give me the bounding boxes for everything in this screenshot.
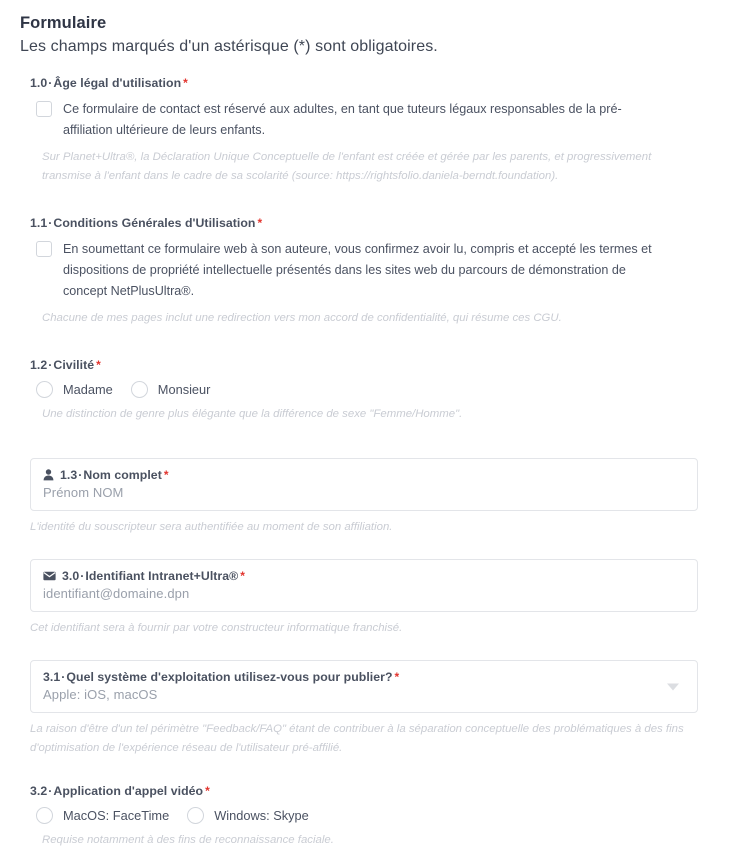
field-3-1 <box>18 660 715 758</box>
helper-text-3-0: Cet identifiant sera à fournir par votre constructeur informatique franchisé. <box>30 622 403 634</box>
person-icon <box>43 469 54 481</box>
required-asterisk: * <box>163 468 169 482</box>
radio-group-video-app <box>30 807 715 824</box>
radio-skype[interactable] <box>187 807 204 824</box>
spacer <box>18 638 715 660</box>
identifiant-input[interactable]: identifiant@domaine.dpn <box>43 586 190 601</box>
helper-text-1-2: Une distinction de genre plus élégante que la différence de sexe "Femme/Homme". <box>42 408 463 420</box>
checkbox-label-1-0[interactable]: Ce formulaire de contact est réservé aux adultes, en tant que tuteurs légaux responsables de la pré-affiliation ultérieure de leurs enfants. <box>63 102 622 137</box>
field-label-3-2 <box>30 784 715 798</box>
checkbox-1-1[interactable] <box>36 241 52 257</box>
helper-text-1-1: Chacune de mes pages inclut une redirection vers mon accord de confidentialité, qui résume ces CGU. <box>42 312 562 324</box>
chevron-down-icon[interactable] <box>667 683 679 690</box>
field-number: 1.2 <box>30 358 48 372</box>
select-box-os[interactable] <box>30 660 698 713</box>
radio-madame[interactable] <box>36 381 53 398</box>
field-label-1-3 <box>43 468 685 482</box>
helper-text-3-1: La raison d'être d'un tel périmètre "Feedback/FAQ" étant de contribuer à la séparation conceptuelle des problématiques à des fins d'optimisation de l'expérience réseau de l'utilisateur pré-affilié. <box>30 723 684 754</box>
label-separator: · <box>78 468 83 482</box>
field-label-3-1 <box>43 670 685 684</box>
field-1-2 <box>18 358 715 424</box>
checkbox-label-1-1[interactable]: En soumettant ce formulaire web à son auteure, vous confirmez avoir lu, compris et accepté les termes et dispositions de propriété intellectuelle présentés dans les sites web du parcours de démonstration de concept NetPlusUltra®. <box>63 242 652 298</box>
field-label-text: Conditions Générales d'Utilisation <box>53 216 256 230</box>
field-label-1-1 <box>30 216 715 230</box>
select-value-os[interactable]: Apple: iOS, macOS <box>43 687 158 702</box>
field-1-3 <box>18 458 715 537</box>
field-label-text: Identifiant Intranet+Ultra® <box>85 569 239 583</box>
checkbox-row-1-0[interactable] <box>30 99 715 141</box>
radio-option-madame[interactable] <box>36 381 113 398</box>
field-label-text: Civilité <box>53 358 95 372</box>
spacer <box>18 194 715 216</box>
nom-complet-input[interactable]: Prénom NOM <box>43 485 124 500</box>
page-subtitle: Les champs marqués d'un astérisque (*) sont obligatoires. <box>20 38 438 55</box>
radio-facetime[interactable] <box>36 807 53 824</box>
required-asterisk: * <box>96 358 101 372</box>
field-label-text: Quel système d'exploitation utilisez-vous pour publier? <box>66 670 393 684</box>
field-number: 1.3 <box>60 468 78 482</box>
checkbox-1-0[interactable] <box>36 101 52 117</box>
field-number: 1.1 <box>30 216 48 230</box>
field-1-0 <box>18 76 715 186</box>
required-asterisk: * <box>205 784 210 798</box>
radio-label-monsieur[interactable]: Monsieur <box>157 382 211 397</box>
spacer <box>18 336 715 358</box>
label-separator: · <box>80 569 85 583</box>
spacer <box>18 537 715 559</box>
helper-text-1-3: L'identité du souscripteur sera authentifiée au moment de son affiliation. <box>30 521 393 533</box>
radio-monsieur[interactable] <box>131 381 148 398</box>
spacer <box>18 432 715 458</box>
field-3-0 <box>18 559 715 638</box>
radio-option-facetime[interactable] <box>36 807 169 824</box>
radio-group-civilite <box>30 381 715 398</box>
radio-option-monsieur[interactable] <box>131 381 211 398</box>
radio-label-skype[interactable]: Windows: Skype <box>214 808 309 823</box>
label-separator: · <box>48 216 53 230</box>
radio-label-facetime[interactable]: MacOS: FaceTime <box>63 808 170 823</box>
required-asterisk: * <box>183 76 188 90</box>
field-label-1-2 <box>30 358 715 372</box>
label-separator: · <box>61 670 66 684</box>
field-number: 3.2 <box>30 784 48 798</box>
radio-option-skype[interactable] <box>187 807 309 824</box>
input-box-identifiant[interactable] <box>30 559 698 612</box>
page-title: Formulaire <box>20 14 107 32</box>
input-box-nom-complet[interactable] <box>30 458 698 511</box>
field-label-text: Application d'appel vidéo <box>53 784 204 798</box>
field-number: 3.1 <box>43 670 61 684</box>
label-separator: · <box>48 358 53 372</box>
field-1-1 <box>18 216 715 328</box>
field-label-text: Âge légal d'utilisation <box>53 76 182 90</box>
envelope-icon <box>43 571 56 581</box>
field-label-1-0 <box>30 76 715 90</box>
field-label-3-0 <box>43 569 685 583</box>
field-number: 3.0 <box>62 569 80 583</box>
radio-label-madame[interactable]: Madame <box>63 382 113 397</box>
checkbox-row-1-1[interactable] <box>30 239 715 302</box>
helper-text-1-0: Sur Planet+Ultra®, la Déclaration Unique Conceptuelle de l'enfant est créée et gérée par les parents, et progressivement transmise à l'enfant dans le cadre de sa scolarité (source: https://rightsfolio.daniela-berndt.foundation). <box>42 151 652 182</box>
label-separator: · <box>48 784 53 798</box>
spacer <box>18 758 715 784</box>
required-asterisk: * <box>240 569 246 583</box>
label-separator: · <box>48 76 53 90</box>
helper-text-3-2: Requise notamment à des fins de reconnaissance faciale. <box>42 834 334 846</box>
required-asterisk: * <box>257 216 263 230</box>
field-label-text: Nom complet <box>83 468 162 482</box>
field-3-2 <box>18 784 715 850</box>
required-asterisk: * <box>394 670 400 684</box>
field-number: 1.0 <box>30 76 48 90</box>
